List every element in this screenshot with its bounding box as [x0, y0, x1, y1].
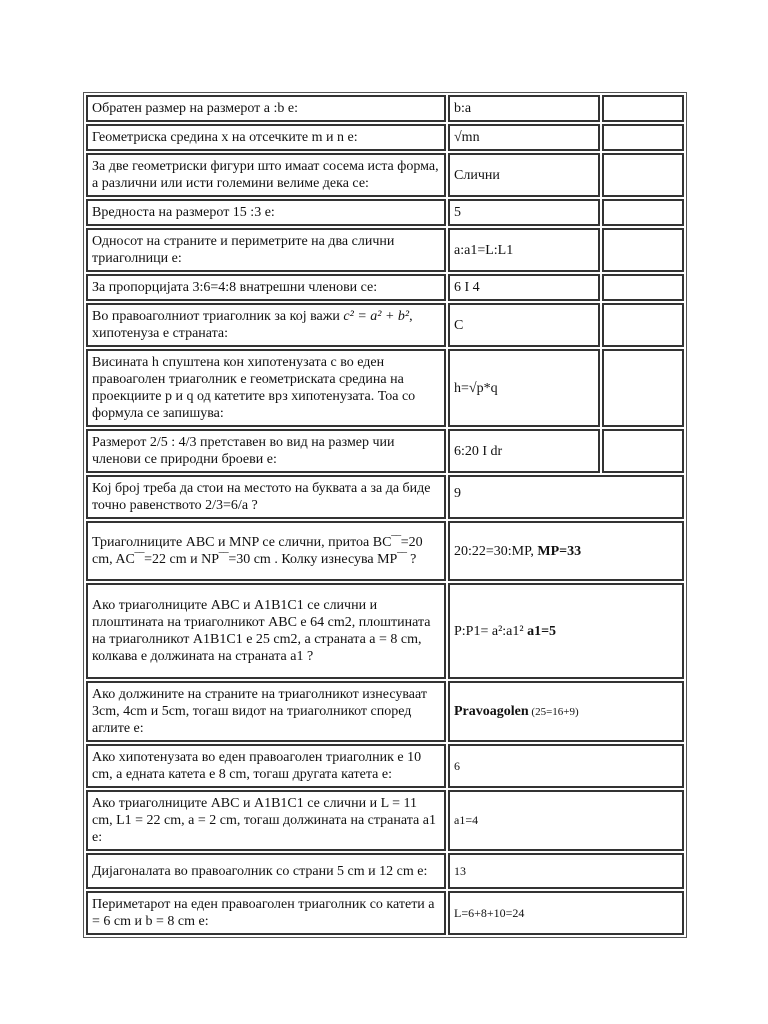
question-cell: Ако хипотенузата во еден правоаголен триаголник е 10 cm, а едната катета е 8 cm, тогаш другата катета е: — [86, 744, 446, 788]
answer-bold-text: a1=5 — [527, 623, 557, 639]
answer-cell — [448, 681, 684, 742]
table-row — [86, 583, 684, 679]
table-row — [86, 153, 684, 197]
answer-cell: 13 — [448, 853, 684, 889]
answer-cell: Слични — [448, 153, 600, 197]
empty-cell — [602, 153, 684, 197]
table-row — [86, 349, 684, 427]
answer-cell: 6 — [448, 744, 684, 788]
empty-cell — [602, 303, 684, 347]
empty-cell — [602, 429, 684, 473]
answer-cell — [448, 583, 684, 679]
question-cell: Вредноста на размерот 15 :3 е: — [86, 199, 446, 226]
question-cell: Геометриска средина x на отсечките m и n е: — [86, 124, 446, 151]
table-row — [86, 303, 684, 347]
empty-cell — [602, 124, 684, 151]
question-cell: Ако должините на страните на триаголникот изнесуваат 3cm, 4cm и 5cm, тогаш видот на триаголникот според аглите е: — [86, 681, 446, 742]
worksheet-page — [83, 92, 675, 938]
question-cell: Дијагоналата во правоаголник со страни 5 cm и 12 cm е: — [86, 853, 446, 889]
question-cell: Висината h спуштена кон хипотенузата c во еден правоаголен триаголник е геометриската средина на проекциите p и q од катетите врз хипотенузата. Тоа со формула се запишува: — [86, 349, 446, 427]
table-row — [86, 475, 684, 519]
question-cell: Размерот 2/5 : 4/3 претставен во вид на размер чии членови се природни броеви е: — [86, 429, 446, 473]
question-cell: Триаголниците ABC и MNP се слични, притоа BC‾‾=20 cm, AC‾‾=22 cm и NP‾‾=30 cm . Колку изнесува MP‾‾ ? — [86, 521, 446, 581]
table-row — [86, 429, 684, 473]
question-cell: Периметарот на еден правоаголен триаголник со катети a = 6 cm и b = 8 cm е: — [86, 891, 446, 935]
table-row — [86, 681, 684, 742]
table-row — [86, 228, 684, 272]
formula-text: c² = a² + b² — [343, 309, 410, 324]
answer-cell: 6:20 I dr — [448, 429, 600, 473]
question-cell: Кој број треба да стои на местото на буквата a за да биде точно равенството 2/3=6/a ? — [86, 475, 446, 519]
answer-cell: a1=4 — [448, 790, 684, 851]
answer-cell: a:a1=L:L1 — [448, 228, 600, 272]
question-cell: За пропорцијата 3:6=4:8 внатрешни членови се: — [86, 274, 446, 301]
answer-cell: 9 — [448, 475, 684, 519]
answer-text: (25=16+9) — [528, 705, 579, 718]
empty-cell — [602, 95, 684, 122]
answer-text: P:P1= a²:a1² — [454, 623, 528, 639]
table-row — [86, 274, 684, 301]
answer-cell: 6 I 4 — [448, 274, 600, 301]
table-row — [86, 95, 684, 122]
question-cell — [86, 303, 446, 347]
answer-cell — [448, 521, 684, 581]
question-text: , хипотенуза е страната: — [92, 309, 413, 341]
answer-cell: √mn — [448, 124, 600, 151]
table-row — [86, 199, 684, 226]
empty-cell — [602, 349, 684, 427]
answer-cell: 5 — [448, 199, 600, 226]
question-text: Во правоаголниот триаголник за кој важи — [92, 309, 344, 324]
answer-cell: L=6+8+10=24 — [448, 891, 684, 935]
table-row — [86, 521, 684, 581]
answer-bold-text: Pravoagolen — [454, 703, 529, 719]
question-cell: Обратен размер на размерот a :b е: — [86, 95, 446, 122]
answer-bold-text: MP=33 — [537, 543, 582, 559]
question-cell: За две геометриски фигури што имаат сосема иста форма, а различни или исти големини велиме дека се: — [86, 153, 446, 197]
empty-cell — [602, 199, 684, 226]
answer-cell: h=√p*q — [448, 349, 600, 427]
question-cell: Ако триаголниците ABC и A1B1C1 се слични и L = 11 cm, L1 = 22 cm, a = 2 cm, тогаш должината на страната a1 е: — [86, 790, 446, 851]
table-row — [86, 853, 684, 889]
table-row — [86, 744, 684, 788]
empty-cell — [602, 274, 684, 301]
question-cell: Односот на страните и периметрите на два слични триаголници е: — [86, 228, 446, 272]
question-cell: Ако триаголниците ABC и A1B1C1 се слични и плоштината на триаголникот ABC е 64 cm2, плоштината на триаголникот A1B1C1 е 25 cm2, а страната a = 8 cm, колкава е должината на страната a1 ? — [86, 583, 446, 679]
table-row — [86, 790, 684, 851]
answer-text: 20:22=30:MP, — [454, 543, 538, 559]
empty-cell — [602, 228, 684, 272]
qa-table — [83, 92, 687, 938]
answer-cell: C — [448, 303, 600, 347]
answer-cell: b:a — [448, 95, 600, 122]
table-row — [86, 124, 684, 151]
table-row — [86, 891, 684, 935]
